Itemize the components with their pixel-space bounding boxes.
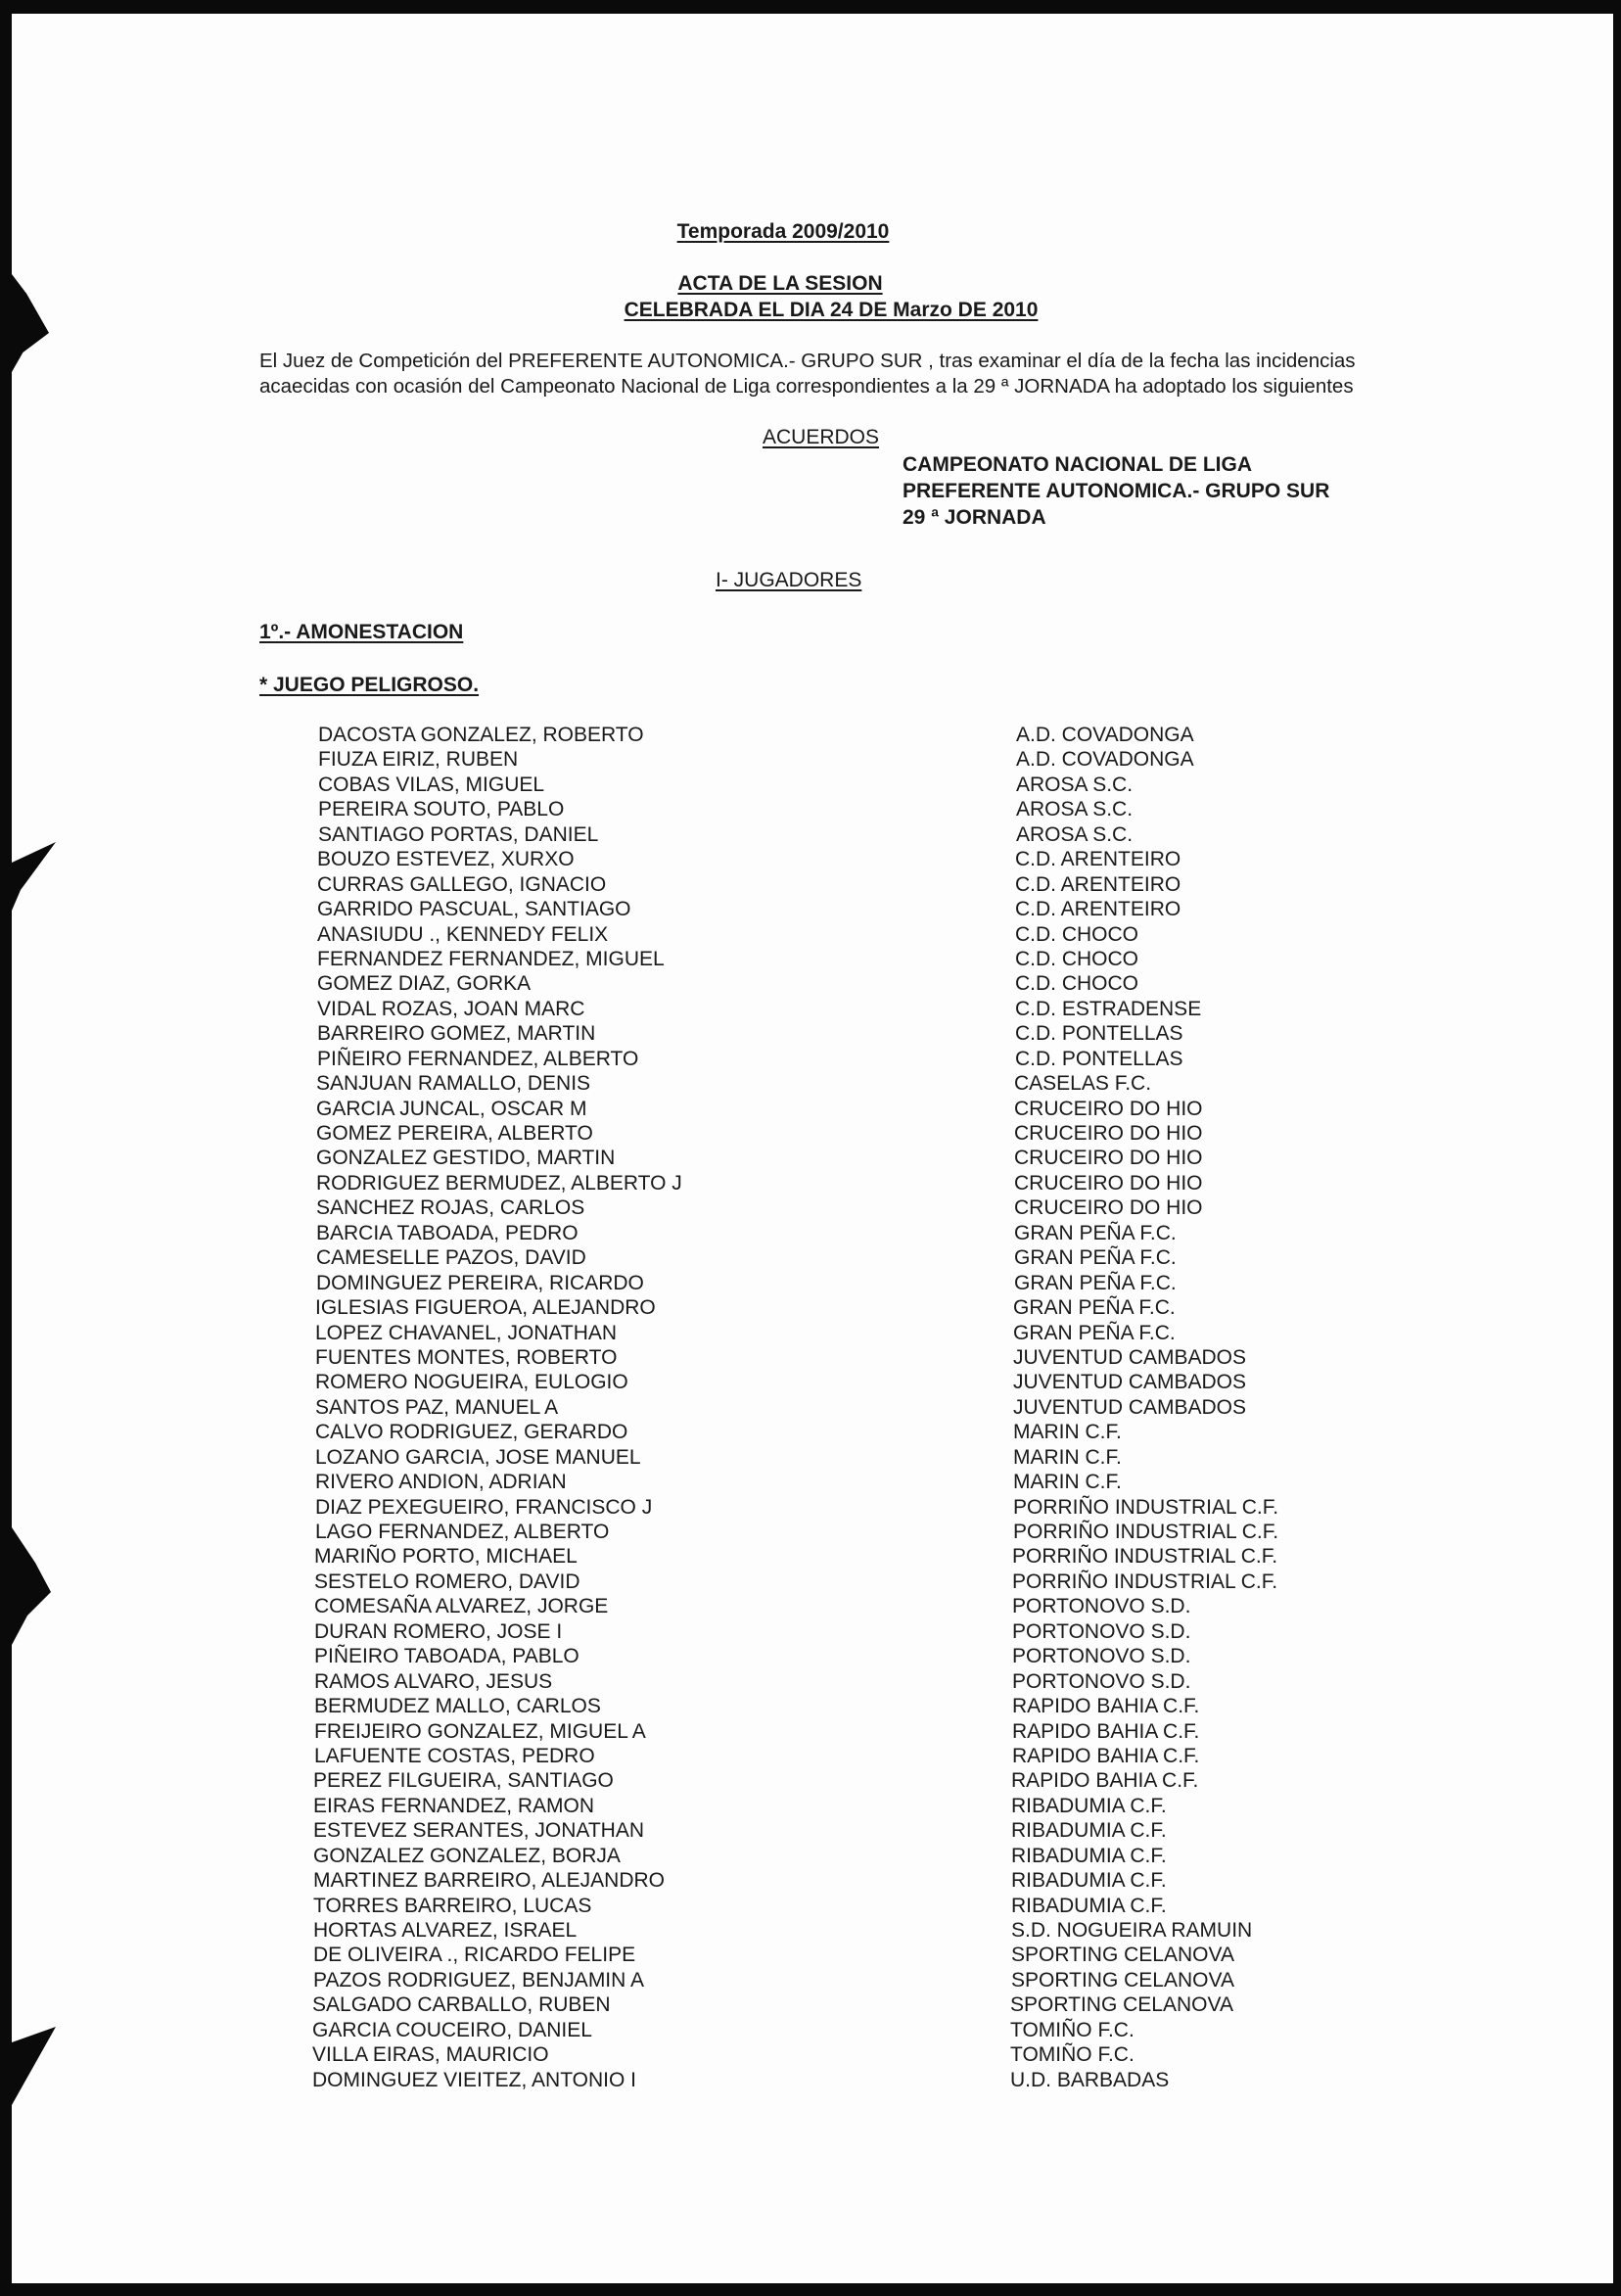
list-item [0,773,1621,797]
acuerdos-heading: ACUERDOS [763,426,880,448]
team-name: PORRIÑO INDUSTRIAL C.F. [1012,1570,1278,1593]
player-name: DOMINGUEZ PEREIRA, RICARDO [316,1271,644,1294]
player-name: LAFUENTE COSTAS, PEDRO [314,1744,595,1767]
team-name: PORTONOVO S.D. [1012,1619,1191,1643]
player-name: IGLESIAS FIGUEROA, ALEJANDRO [315,1296,656,1320]
team-name: C.D. PONTELLAS [1015,1047,1183,1070]
player-name: FIUZA EIRIZ, RUBEN [318,748,519,772]
session-date-title: CELEBRADA EL DIA 24 DE Marzo DE 2010 [624,299,1039,321]
player-name: CAMESELLE PAZOS, DAVID [316,1246,586,1270]
player-name: PIÑEIRO TABOADA, PABLO [314,1645,579,1668]
list-item [0,1619,1621,1644]
team-name: A.D. COVADONGA [1016,748,1194,772]
player-name: BARREIRO GOMEZ, MARTIN [317,1022,596,1046]
player-name: DE OLIVEIRA ., RICARDO FELIPE [313,1944,636,1967]
team-name: GRAN PEÑA F.C. [1014,1271,1177,1294]
list-item [0,1195,1621,1220]
competition-line-1: CAMPEONATO NACIONAL DE LIGA [903,453,1253,476]
team-name: CRUCEIRO DO HIO [1014,1147,1203,1170]
list-item [0,897,1621,921]
list-item [0,1594,1621,1618]
list-item [0,1968,1621,1992]
team-name: C.D. CHOCO [1015,947,1138,970]
team-name: MARIN C.F. [1013,1471,1122,1494]
list-item [0,1943,1621,1967]
player-name: MARTINEZ BARREIRO, ALEJANDRO [313,1869,666,1893]
team-name: U.D. BARBADAS [1010,2068,1170,2091]
team-name: AROSA S.C. [1016,798,1134,821]
player-name: SESTELO ROMERO, DAVID [314,1570,580,1593]
team-name: RIBADUMIA C.F. [1011,1869,1167,1893]
team-name: PORTONOVO S.D. [1012,1645,1191,1668]
player-name: VIDAL ROZAS, JOAN MARC [317,997,585,1020]
player-name: DACOSTA GONZALEZ, ROBERTO [318,724,644,746]
team-name: RAPIDO BAHIA C.F. [1012,1695,1200,1718]
team-name: C.D. ARENTEIRO [1015,898,1181,921]
list-item [0,1644,1621,1668]
team-name: RAPIDO BAHIA C.F. [1011,1769,1199,1793]
team-name: RAPIDO BAHIA C.F. [1012,1719,1200,1743]
team-name: RIBADUMIA C.F. [1011,1894,1167,1917]
player-name: MARIÑO PORTO, MICHAEL [314,1545,578,1569]
list-item [0,1669,1621,1694]
subsection-heading: 1º.- AMONESTACION [259,621,464,643]
player-name: SALGADO CARBALLO, RUBEN [312,1993,611,2017]
list-item [0,1370,1621,1394]
player-name: PAZOS RODRIGUEZ, BENJAMIN A [313,1968,644,1991]
list-item [0,1345,1621,1370]
list-item [0,1768,1621,1793]
list-item [0,747,1621,772]
player-name: EIRAS FERNANDEZ, RAMON [313,1794,595,1817]
list-item [0,922,1621,947]
player-name: VILLA EIRAS, MAURICIO [312,2043,549,2067]
team-name: MARIN C.F. [1013,1445,1122,1469]
player-name: BERMUDEZ MALLO, CARLOS [314,1695,601,1718]
list-item [0,971,1621,996]
player-name: LAGO FERNANDEZ, ALBERTO [315,1521,610,1543]
team-name: PORRIÑO INDUSTRIAL C.F. [1013,1495,1279,1519]
list-item [0,1470,1621,1494]
list-item [0,1221,1621,1245]
list-item [0,1495,1621,1520]
team-name: RIBADUMIA C.F. [1011,1794,1167,1817]
team-name: CRUCEIRO DO HIO [1014,1122,1203,1145]
team-name: GRAN PEÑA F.C. [1014,1246,1177,1270]
player-name: ESTEVEZ SERANTES, JONATHAN [313,1819,644,1843]
list-item [0,1121,1621,1146]
category-heading: * JUEGO PELIGROSO. [259,674,480,696]
list-item [0,1868,1621,1893]
player-name: GARCIA COUCEIRO, DANIEL [312,2018,592,2041]
player-name: SANJUAN RAMALLO, DENIS [316,1072,591,1096]
list-item [0,1021,1621,1046]
player-name: GONZALEZ GESTIDO, MARTIN [316,1147,616,1170]
team-name: C.D. PONTELLAS [1015,1022,1183,1046]
sanctions-list [0,723,1621,2092]
player-name: FERNANDEZ FERNANDEZ, MIGUEL [317,947,665,970]
player-name: PEREIRA SOUTO, PABLO [318,798,565,821]
list-item [0,1271,1621,1295]
list-item [0,1146,1621,1170]
list-item [0,1395,1621,1420]
team-name: AROSA S.C. [1016,822,1134,846]
player-name: SANTOS PAZ, MANUEL A [315,1395,559,1419]
team-name: JUVENTUD CAMBADOS [1013,1371,1247,1394]
player-name: CALVO RODRIGUEZ, GERARDO [315,1421,628,1444]
list-item [0,1445,1621,1470]
intro-line-1: El Juez de Competición del PREFERENTE AUTONOMICA.- GRUPO SUR , tras examinar el día de la fecha las incidencias [259,350,1356,372]
player-name: TORRES BARREIRO, LUCAS [313,1894,592,1917]
team-name: GRAN PEÑA F.C. [1013,1296,1176,1320]
team-name: S.D. NOGUEIRA RAMUIN [1011,1919,1253,1942]
team-name: C.D. ARENTEIRO [1015,872,1181,896]
list-item [0,1544,1621,1569]
list-item [0,822,1621,847]
team-name: CRUCEIRO DO HIO [1014,1171,1203,1195]
team-name: C.D. CHOCO [1015,922,1138,946]
player-name: LOZANO GARCIA, JOSE MANUEL [315,1445,641,1469]
player-name: FREIJEIRO GONZALEZ, MIGUEL A [314,1719,646,1743]
team-name: SPORTING CELANOVA [1010,1993,1233,2017]
team-name: RIBADUMIA C.F. [1011,1844,1167,1867]
list-item [0,847,1621,871]
team-name: RIBADUMIA C.F. [1011,1819,1167,1843]
team-name: GRAN PEÑA F.C. [1014,1221,1177,1244]
team-name: AROSA S.C. [1016,773,1134,796]
team-name: PORRIÑO INDUSTRIAL C.F. [1012,1545,1278,1569]
section-heading: I- JUGADORES [716,569,862,591]
player-name: GOMEZ PEREIRA, ALBERTO [316,1122,593,1145]
player-name: RAMOS ALVARO, JESUS [314,1669,553,1693]
list-item [0,947,1621,971]
team-name: A.D. COVADONGA [1016,724,1194,746]
team-name: MARIN C.F. [1013,1421,1122,1444]
list-item [0,1520,1621,1544]
team-name: PORTONOVO S.D. [1012,1595,1191,1618]
team-name: JUVENTUD CAMBADOS [1013,1345,1247,1369]
list-item [0,1818,1621,1843]
player-name: COMESAÑA ALVAREZ, JORGE [314,1595,609,1618]
player-name: LOPEZ CHAVANEL, JONATHAN [315,1321,618,1344]
player-name: PEREZ FILGUEIRA, SANTIAGO [313,1769,614,1793]
list-item [0,1570,1621,1594]
team-name: SPORTING CELANOVA [1011,1944,1234,1967]
player-name: GONZALEZ GONZALEZ, BORJA [313,1844,621,1867]
team-name: PORTONOVO S.D. [1012,1669,1191,1693]
team-name: CRUCEIRO DO HIO [1014,1097,1203,1120]
player-name: RODRIGUEZ BERMUDEZ, ALBERTO J [316,1171,682,1195]
player-name: DOMINGUEZ VIEITEZ, ANTONIO I [312,2068,636,2091]
list-item [0,1918,1621,1943]
list-item [0,872,1621,897]
team-name: SPORTING CELANOVA [1011,1968,1234,1991]
team-name: C.D. ESTRADENSE [1015,997,1202,1020]
team-name: C.D. ARENTEIRO [1015,848,1181,871]
list-item [0,1894,1621,1918]
team-name: GRAN PEÑA F.C. [1013,1321,1176,1344]
intro-line-2: acaecidas con ocasión del Campeonato Nacional de Liga correspondientes a la 29 ª JORNADA ha adoptado los siguientes [259,375,1354,398]
list-item [0,1694,1621,1718]
competition-line-2: PREFERENTE AUTONOMICA.- GRUPO SUR [903,480,1330,502]
list-item [0,2018,1621,2042]
list-item [0,1794,1621,1818]
player-name: BOUZO ESTEVEZ, XURXO [317,848,575,871]
team-name: CRUCEIRO DO HIO [1014,1196,1203,1220]
team-name: PORRIÑO INDUSTRIAL C.F. [1013,1521,1279,1543]
acta-title: ACTA DE LA SESION [677,272,883,295]
list-item [0,1719,1621,1744]
player-name: DURAN ROMERO, JOSE I [314,1619,563,1643]
player-name: GARCIA JUNCAL, OSCAR M [316,1097,587,1120]
list-item [0,1171,1621,1195]
list-item [0,723,1621,747]
player-name: PIÑEIRO FERNANDEZ, ALBERTO [317,1047,639,1070]
player-name: RIVERO ANDION, ADRIAN [315,1471,567,1494]
player-name: ROMERO NOGUEIRA, EULOGIO [315,1371,628,1394]
list-item [0,997,1621,1021]
list-item [0,1420,1621,1444]
team-name: C.D. CHOCO [1015,972,1138,996]
team-name: TOMIÑO F.C. [1010,2018,1135,2041]
list-item [0,2068,1621,2092]
list-item [0,1071,1621,1096]
list-item [0,1844,1621,1868]
player-name: GOMEZ DIAZ, GORKA [317,972,532,996]
competition-line-3: 29 ª JORNADA [903,506,1046,529]
list-item [0,1047,1621,1071]
team-name: RAPIDO BAHIA C.F. [1012,1744,1200,1767]
player-name: BARCIA TABOADA, PEDRO [316,1221,579,1244]
team-name: JUVENTUD CAMBADOS [1013,1395,1247,1419]
team-name: TOMIÑO F.C. [1010,2043,1135,2067]
season-title: Temporada 2009/2010 [676,220,890,243]
list-item [0,1992,1621,2017]
player-name: FUENTES MONTES, ROBERTO [315,1345,618,1369]
player-name: GARRIDO PASCUAL, SANTIAGO [317,898,631,921]
player-name: SANCHEZ ROJAS, CARLOS [316,1196,585,1220]
player-name: HORTAS ALVAREZ, ISRAEL [313,1919,578,1942]
player-name: COBAS VILAS, MIGUEL [318,773,545,796]
player-name: CURRAS GALLEGO, IGNACIO [317,872,607,896]
list-item [0,1245,1621,1270]
list-item [0,1097,1621,1121]
list-item [0,1321,1621,1345]
list-item [0,797,1621,821]
team-name: CASELAS F.C. [1014,1072,1152,1096]
list-item [0,1744,1621,1768]
list-item [0,1295,1621,1320]
player-name: SANTIAGO PORTAS, DANIEL [318,822,599,846]
player-name: DIAZ PEXEGUEIRO, FRANCISCO J [315,1495,653,1519]
player-name: ANASIUDU ., KENNEDY FELIX [317,922,609,946]
list-item [0,2042,1621,2067]
